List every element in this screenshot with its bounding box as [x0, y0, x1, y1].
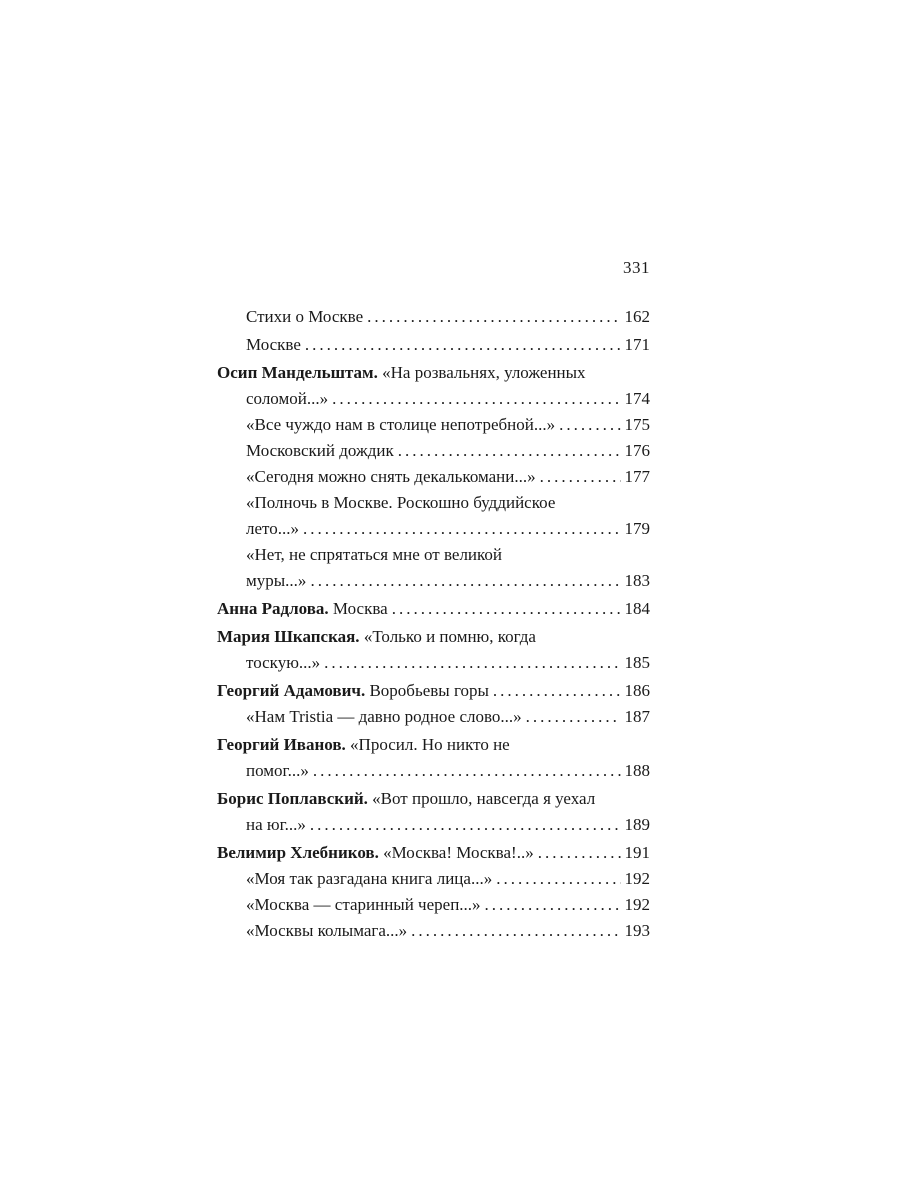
entry-title — [217, 840, 534, 866]
toc-line — [217, 332, 650, 358]
entry-title — [217, 596, 388, 622]
toc-line — [217, 732, 650, 758]
page-ref: 192 — [624, 869, 650, 888]
page-ref: 185 — [624, 653, 650, 672]
poem-title: Московский дождик — [246, 441, 394, 460]
dot-leader — [398, 438, 621, 464]
page-ref: 171 — [624, 335, 650, 354]
page-ref: 189 — [624, 815, 650, 834]
entry-title — [217, 786, 595, 812]
toc-entry — [217, 624, 650, 676]
entry-title — [246, 918, 407, 944]
dot-leader — [485, 892, 621, 918]
poem-title: «Полночь в Москве. Роскошно буддийское — [246, 493, 556, 512]
entry-title — [246, 812, 306, 838]
poem-title: на юг...» — [246, 815, 306, 834]
entry-title — [246, 412, 555, 438]
page-ref: 188 — [624, 761, 650, 780]
toc-line — [217, 650, 650, 676]
poem-title: «Просил. Но никто не — [345, 735, 510, 754]
poem-title: помог...» — [246, 761, 309, 780]
toc-line — [217, 704, 650, 730]
entry-title — [217, 678, 489, 704]
toc-line — [217, 386, 650, 412]
page-ref: 192 — [624, 895, 650, 914]
dot-leader — [313, 758, 621, 784]
dot-leader — [496, 866, 620, 892]
poem-title: Воробьевы горы — [365, 681, 489, 700]
page-number: 331 — [623, 258, 650, 277]
dot-leader — [310, 568, 620, 594]
toc-line — [217, 516, 650, 542]
toc-line — [217, 490, 650, 516]
toc-line — [217, 840, 650, 866]
dot-leader — [367, 304, 620, 330]
entry-title — [246, 516, 299, 542]
poem-title: «Нет, не спрятаться мне от великой — [246, 545, 503, 564]
entry-title — [246, 758, 309, 784]
page-ref: 179 — [624, 519, 650, 538]
page-ref: 193 — [624, 921, 650, 940]
toc-line — [217, 678, 650, 704]
toc-entry — [217, 360, 650, 594]
toc-entry — [217, 732, 650, 784]
toc-entry — [217, 678, 650, 730]
entry-title — [246, 386, 328, 412]
page-ref: 175 — [624, 415, 650, 434]
toc-line — [217, 542, 650, 568]
entry-title — [246, 542, 502, 568]
dot-leader — [526, 704, 621, 730]
poem-title: муры...» — [246, 571, 307, 590]
dot-leader — [493, 678, 621, 704]
toc-line — [217, 812, 650, 838]
dot-leader — [310, 812, 621, 838]
author-name: Борис Поплавский. — [217, 789, 368, 808]
poem-title: «Москва — старинный череп...» — [246, 895, 481, 914]
dot-leader — [324, 650, 620, 676]
dot-leader — [538, 840, 621, 866]
entry-title — [246, 650, 320, 676]
entry-title — [217, 624, 536, 650]
entry-title — [246, 568, 306, 594]
poem-title: Стихи о Москве — [246, 307, 364, 326]
entry-title — [217, 360, 586, 386]
toc-line — [217, 624, 650, 650]
toc-entry — [217, 596, 650, 622]
page-ref: 177 — [624, 467, 650, 486]
poem-title: соломой...» — [246, 389, 329, 408]
page-ref: 191 — [624, 843, 650, 862]
page-ref: 176 — [624, 441, 650, 460]
dot-leader — [332, 386, 620, 412]
entry-title — [246, 438, 394, 464]
toc-line — [217, 786, 650, 812]
toc-line — [217, 304, 650, 330]
page-ref: 187 — [624, 707, 650, 726]
page-ref: 186 — [624, 681, 650, 700]
toc-line — [217, 464, 650, 490]
page-ref: 183 — [624, 571, 650, 590]
poem-title: «На розвальнях, уложенных — [377, 363, 586, 382]
toc-line — [217, 866, 650, 892]
entry-title — [246, 464, 536, 490]
poem-title: «Вот прошло, навсегда я уехал — [367, 789, 596, 808]
toc-line — [217, 596, 650, 622]
poem-title: «Только и помню, когда — [359, 627, 536, 646]
toc-entry — [217, 332, 650, 358]
table-of-contents — [217, 304, 650, 946]
toc-line — [217, 360, 650, 386]
toc-entry — [217, 840, 650, 944]
toc-line — [217, 438, 650, 464]
dot-leader — [303, 516, 621, 542]
entry-title — [246, 892, 481, 918]
poem-title: Москве — [246, 335, 301, 354]
toc-line — [217, 412, 650, 438]
dot-leader — [559, 412, 620, 438]
toc-line — [217, 758, 650, 784]
entry-title — [246, 866, 492, 892]
entry-title — [246, 490, 555, 516]
toc-line — [217, 892, 650, 918]
page-ref: 184 — [624, 599, 650, 618]
entry-title — [246, 704, 522, 730]
toc-entry — [217, 786, 650, 838]
poem-title: Москва — [328, 599, 388, 618]
poem-title: «Все чуждо нам в столице непотребной...» — [246, 415, 556, 434]
dot-leader — [411, 918, 620, 944]
author-name: Георгий Иванов. — [217, 735, 346, 754]
author-name: Мария Шкапская. — [217, 627, 360, 646]
poem-title: «Моя так разгадана книга лица...» — [246, 869, 493, 888]
poem-title: «Сегодня можно снять декалькомани...» — [246, 467, 536, 486]
author-name: Осип Мандельштам. — [217, 363, 378, 382]
toc-line — [217, 918, 650, 944]
author-name: Анна Радлова. — [217, 599, 329, 618]
toc-entry — [217, 304, 650, 330]
entry-title — [246, 332, 301, 358]
author-name: Георгий Адамович. — [217, 681, 366, 700]
page-ref: 162 — [624, 307, 650, 326]
author-name: Велимир Хлебников. — [217, 843, 379, 862]
entry-title — [217, 732, 510, 758]
poem-title: тоскую...» — [246, 653, 321, 672]
poem-title: «Москвы колымага...» — [246, 921, 408, 940]
toc-line — [217, 568, 650, 594]
dot-leader — [392, 596, 621, 622]
poem-title: лето...» — [246, 519, 299, 538]
poem-title: «Нам Tristia — давно родное слово...» — [246, 707, 522, 726]
dot-leader — [305, 332, 621, 358]
poem-title: «Москва! Москва!..» — [378, 843, 534, 862]
entry-title — [246, 304, 363, 330]
dot-leader — [540, 464, 621, 490]
page-ref: 174 — [624, 389, 650, 408]
